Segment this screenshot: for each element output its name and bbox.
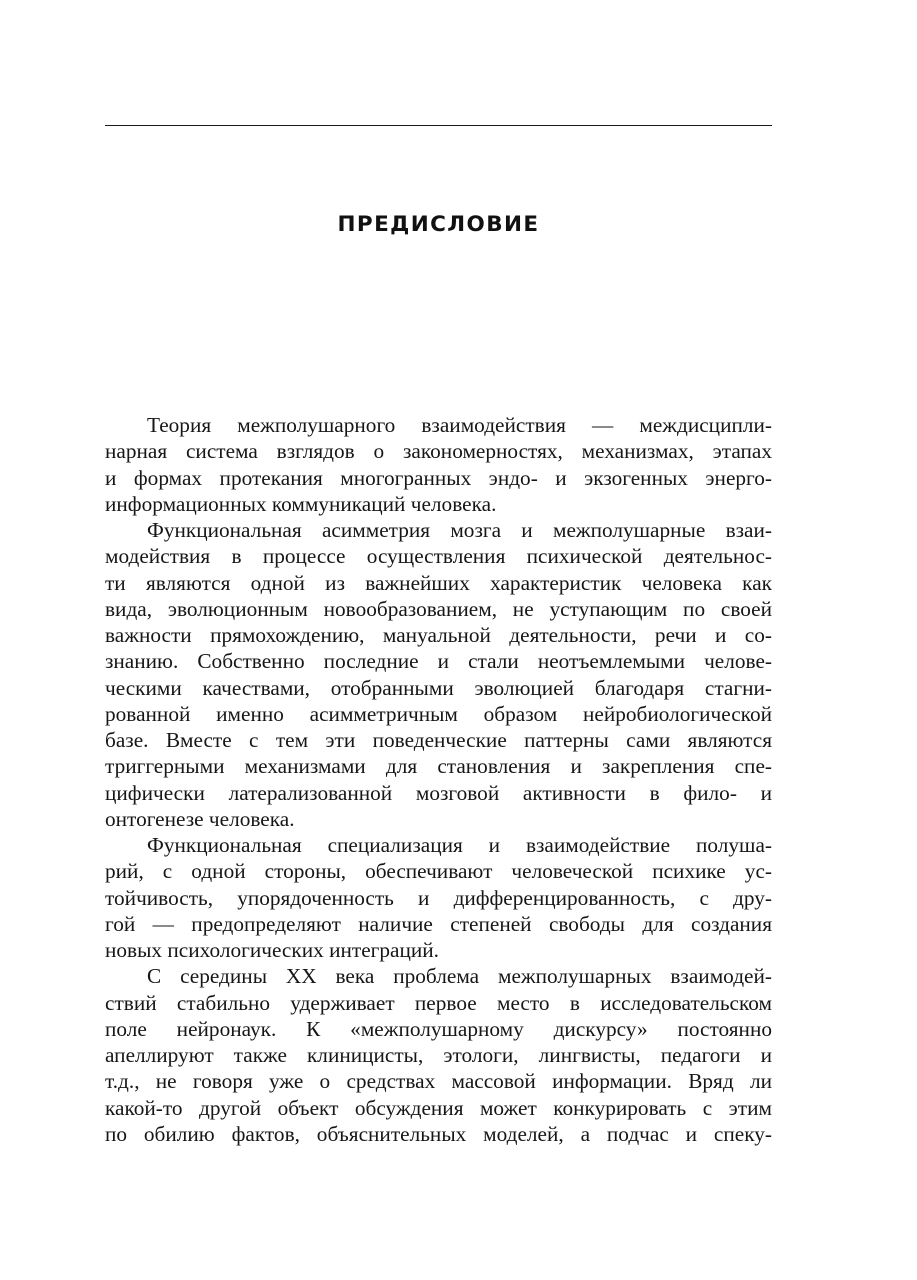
text-line: важности прямохождению, мануальной деятельности, речи и со- [105, 623, 772, 647]
body-text [105, 412, 772, 1147]
text-line: какой-то другой объект обсуждения может конкурировать с этим [105, 1095, 772, 1120]
text-line: онтогенезе человека. [105, 806, 295, 831]
text-line: гой — предопределяют наличие степеней свободы для создания [105, 911, 772, 936]
text-line: Функциональная специализация и взаимодействие полуша- [147, 833, 772, 857]
header-rule [105, 125, 772, 126]
text-line: С середины XX века проблема межполушарных взаимодей- [147, 964, 772, 989]
text-line: новых психологических интеграций. [105, 938, 440, 962]
text-line: базе. Вместе с тем эти поведенческие паттерны сами являются [105, 728, 772, 752]
text-line: Теория межполушарного взаимодействия — междисципли- [147, 413, 772, 437]
paragraph-3 [105, 832, 772, 963]
text-line: информационных коммуникаций человека. [105, 491, 497, 516]
text-line: тойчивость, упорядоченность и дифференцированность, с дру- [105, 885, 772, 910]
text-line: поле нейронаук. К «межполушарному дискурсу» постоянно [105, 1016, 772, 1041]
text-line: ческими качествами, отобранными эволюцией благодаря стагни- [105, 675, 772, 700]
page-title: ПРЕДИСЛОВИЕ [337, 212, 540, 237]
text-line: ствий стабильно удерживает первое место в исследовательском [105, 990, 772, 1015]
text-line: рованной именно асимметричным образом нейробиологической [105, 701, 772, 726]
text-line: Функциональная асимметрия мозга и межполушарные взаи- [147, 518, 772, 542]
text-line: и формах протекания многогранных эндо- и экзогенных энерго- [105, 465, 772, 490]
text-line: апеллируют также клиницисты, этологи, лингвисты, педагоги и [105, 1043, 772, 1067]
text-line: т.д., не говоря уже о средствах массовой информации. Вряд ли [105, 1069, 772, 1094]
text-line: вида, эволюционным новообразованием, не уступающим по своей [105, 596, 772, 621]
text-line: ти являются одной из важнейших характеристик человека как [105, 570, 772, 595]
text-line: знанию. Собственно последние и стали неотъемлемыми челове- [105, 649, 772, 674]
text-line: нарная система взглядов о закономерностях, механизмах, этапах [105, 439, 772, 464]
text-line: по обилию фактов, объяснительных моделей, а подчас и спеку- [105, 1121, 772, 1146]
text-line: рий, с одной стороны, обеспечивают человеческой психике ус- [105, 859, 772, 884]
text-line: цифически латерализованной мозговой активности в фило- и [105, 780, 772, 805]
paragraph-1 [105, 412, 772, 517]
text-line: модействия в процессе осуществления психической деятельнос- [105, 544, 772, 569]
text-line: триггерными механизмами для становления и закрепления спе- [105, 754, 772, 779]
paragraph-2 [105, 517, 772, 832]
paragraph-4 [105, 963, 772, 1147]
